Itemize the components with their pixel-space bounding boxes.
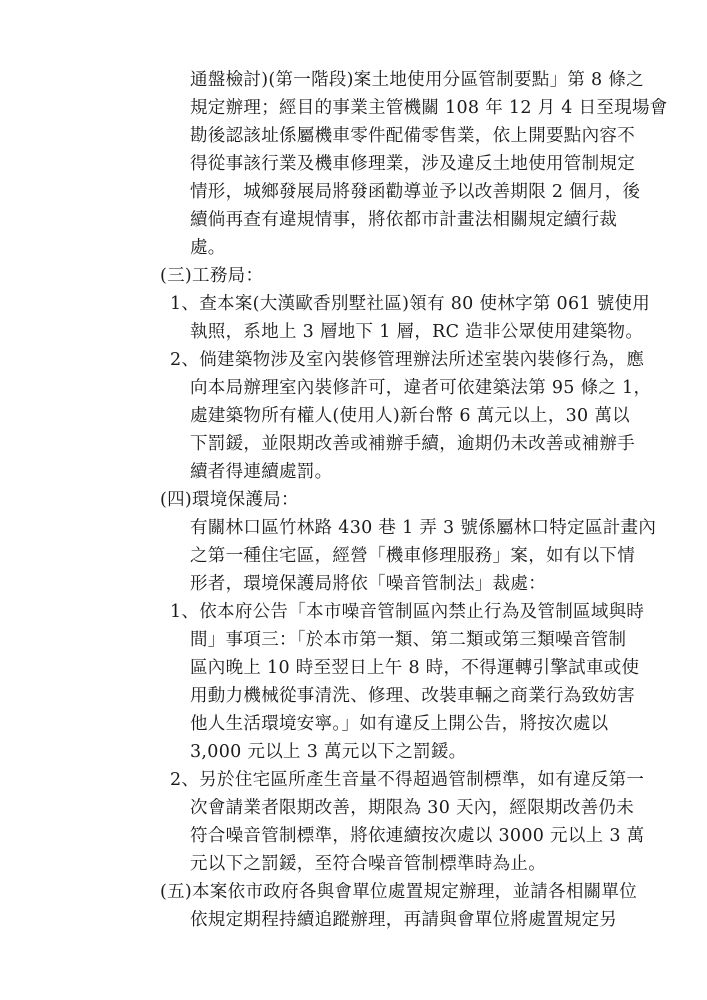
text-line: 形者，環境保護局將依「噪音管制法」裁處： — [190, 574, 546, 594]
section-heading: (五)本案依市政府各與會單位處置規定辦理，並請各相關單位 — [160, 882, 638, 902]
list-item-line: 符合噪音管制標準，將依連續按次處以 3000 元以上 3 萬 — [190, 826, 645, 846]
text-line: 有關林口區竹林路 430 巷 1 弄 3 號係屬林口特定區計畫內 — [190, 518, 657, 538]
text-line: 通盤檢討)(第一階段)案土地使用分區管制要點」第 8 條之 — [190, 70, 644, 90]
list-item-line: 他人生活環境安寧。」如有違反上開公告，將按次處以 — [190, 714, 609, 734]
text-line: 得從事該行業及機車修理業，涉及違反土地使用管制規定 — [190, 154, 635, 174]
section-heading: (四)環境保護局： — [160, 490, 299, 510]
list-item-line: 2、倘建築物涉及室內裝修管理辦法所述室裝內裝修行為，應 — [170, 350, 645, 370]
list-item-line: 1、依本府公告「本市噪音管制區內禁止行為及管制區域與時 — [170, 602, 645, 622]
list-item-line: 元以下之罰鍰，至符合噪音管制標準時為止。 — [190, 854, 546, 874]
list-item-line: 3,000 元以上 3 萬元以下之罰鍰。 — [190, 742, 467, 762]
text-line: 規定辦理；經目的事業主管機關 108 年 12 月 4 日至現場會 — [190, 98, 668, 118]
list-item-line: 次會請業者限期改善，期限為 30 天內，經限期改善仍未 — [190, 798, 634, 818]
list-item-line: 2、另於住宅區所產生音量不得超過管制標準，如有違反第一 — [170, 770, 645, 790]
text-line: 處。 — [190, 238, 226, 258]
text-line: 之第一種住宅區，經營「機車修理服務」案，如有以下情 — [190, 546, 635, 566]
list-item-line: 向本局辦理室內裝修許可，違者可依建築法第 95 條之 1， — [190, 378, 652, 398]
text-line: 情形，城鄉發展局將發函勸導並予以改善期限 2 個月，後 — [190, 182, 641, 202]
list-item-line: 用動力機械從事清洗、修理、改裝車輛之商業行為致妨害 — [190, 686, 635, 706]
section-heading: (三)工務局： — [160, 266, 264, 286]
list-item-line: 下罰鍰，並限期改善或補辦手續，逾期仍未改善或補辦手 — [190, 434, 635, 454]
list-item-line: 執照，系地上 3 層地下 1 層，RC 造非公眾使用建築物。 — [190, 322, 644, 342]
list-item-line: 處建築物所有權人(使用人)新台幣 6 萬元以上，30 萬以 — [190, 406, 630, 426]
list-item-line: 1、查本案(大漢歐香別墅社區)領有 80 使林字第 061 號使用 — [170, 294, 651, 314]
text-line: 依規定期程持續追蹤辦理，再請與會單位將處置規定另 — [190, 910, 618, 930]
text-line: 續倘再查有違規情事，將依都市計畫法相關規定續行裁 — [190, 210, 618, 230]
list-item-line: 區內晚上 10 時至翌日上午 8 時，不得運轉引擎試車或使 — [190, 658, 640, 678]
list-item-line: 續者得連續處罰。 — [190, 462, 333, 482]
list-item-line: 間」事項三：「於本市第一類、第二類或第三類噪音管制 — [190, 630, 627, 650]
text-line: 勘後認該址係屬機車零件配備零售業，依上開要點內容不 — [190, 126, 635, 146]
